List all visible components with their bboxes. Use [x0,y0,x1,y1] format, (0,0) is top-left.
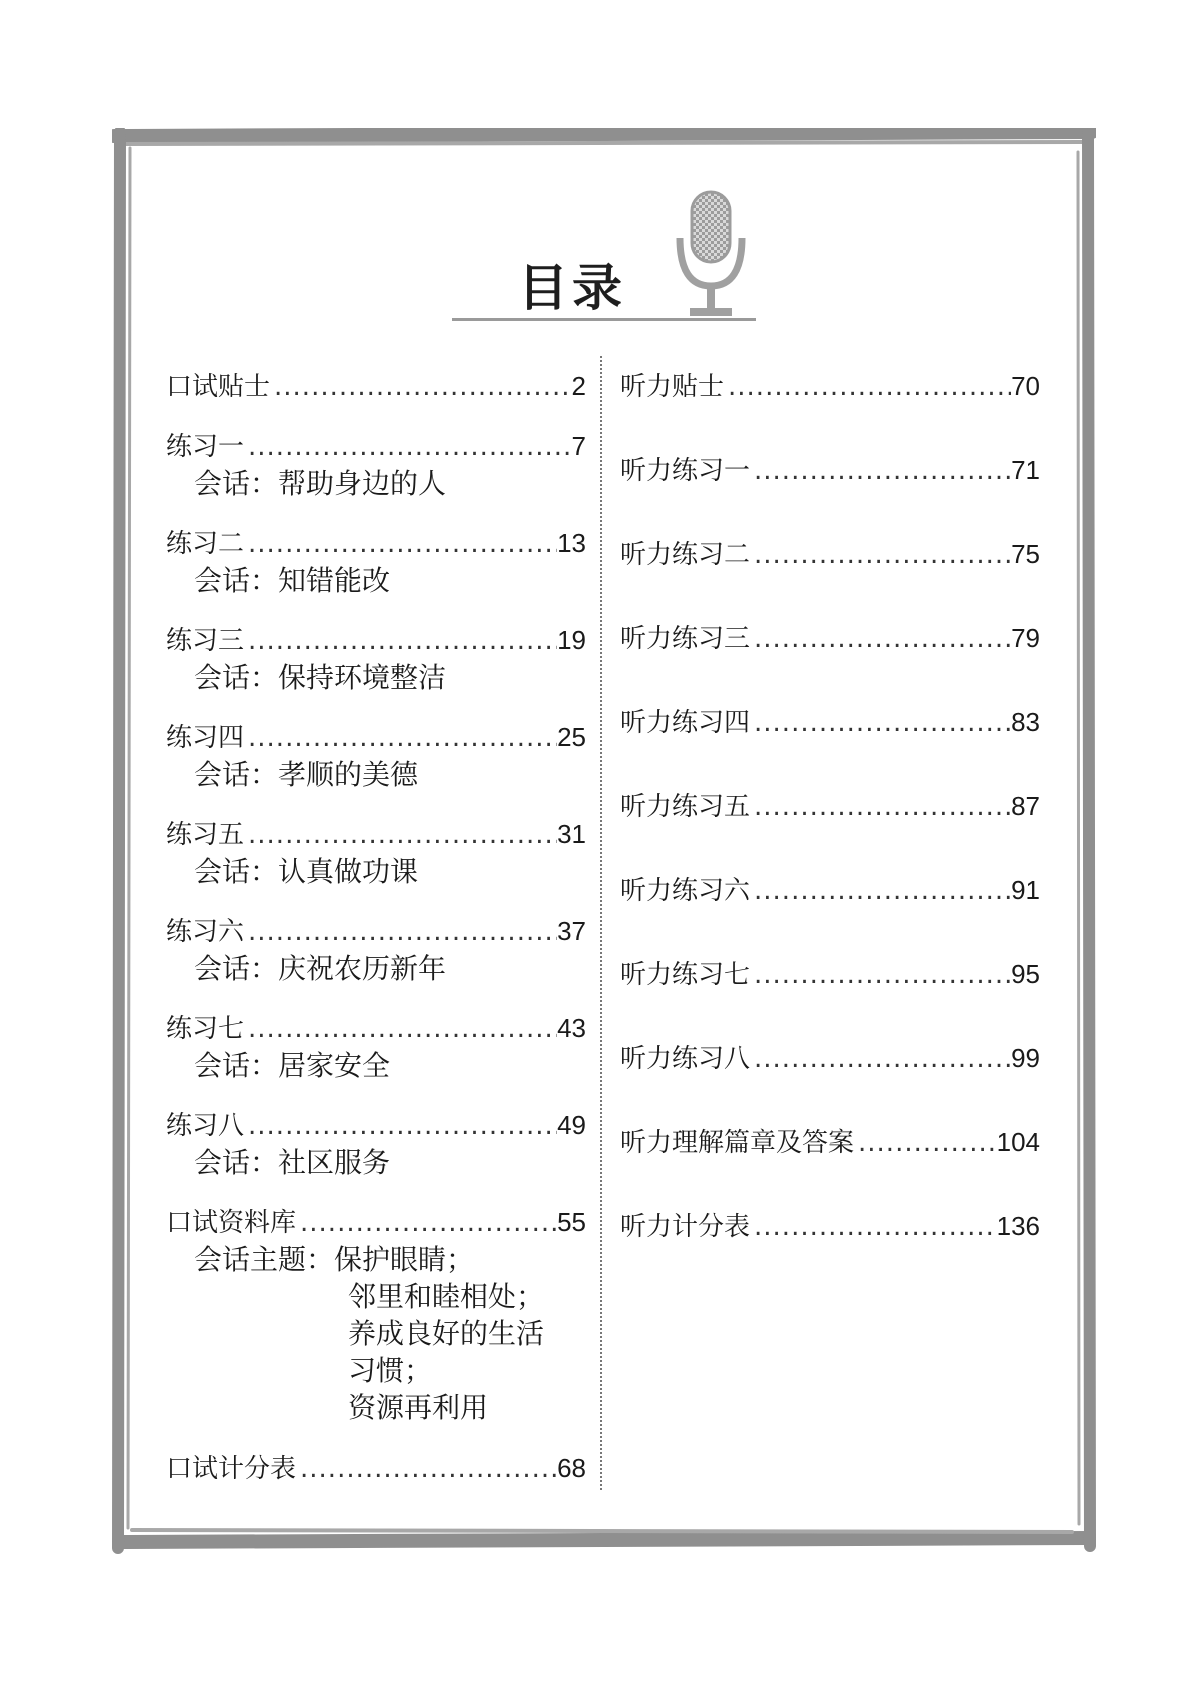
leader-dots [244,720,557,756]
toc-subtitle-line: 邻里和睦相处； [348,1280,545,1313]
toc-page-number: 136 [996,1211,1040,1241]
leader-dots [750,957,1011,993]
toc-entry-label: 练习七 [166,1014,245,1044]
toc-page-number: 19 [557,625,586,655]
toc-page-number: 91 [1011,875,1040,905]
toc-entry-label: 练习六 [166,917,245,947]
toc-page-number: 2 [571,371,586,401]
toc-entry-label: 听力理解篇章及答案 [620,1128,855,1158]
toc-entry-label: 练习八 [166,1111,245,1141]
leader-dots [244,526,557,562]
toc-subtitle: 会话：社区服务 [194,1146,391,1179]
toc-entry-label: 口试资料库 [166,1208,297,1238]
toc-page-number: 104 [996,1127,1040,1157]
column-divider [600,356,602,1490]
toc-entry-label: 听力练习四 [620,708,751,738]
leader-dots [244,1108,557,1144]
toc-entry-label: 练习三 [166,626,245,656]
toc-entry[interactable] [166,816,586,890]
toc-entry[interactable] [620,872,1040,909]
toc-subtitle: 会话：保持环境整洁 [194,661,447,694]
toc-entry[interactable] [620,536,1040,573]
leader-dots [244,914,557,950]
toc-page-number: 99 [1011,1043,1040,1073]
toc-page-number: 95 [1011,959,1040,989]
toc-entry-label: 听力练习一 [620,456,751,486]
toc-entry[interactable] [166,719,586,793]
toc-subtitle-line: 资源再利用 [348,1391,489,1424]
leader-dots [750,789,1011,825]
toc-page-number: 87 [1011,791,1040,821]
toc-entry[interactable] [620,704,1040,741]
toc-page-number: 70 [1011,371,1040,401]
toc-entry[interactable] [166,428,586,502]
toc-entry-label: 口试计分表 [166,1454,297,1484]
leader-dots [296,1451,557,1487]
leader-dots [270,369,572,405]
toc-subtitle: 会话主题：保护眼睛； [194,1243,475,1276]
toc-entry[interactable] [166,525,586,599]
leader-dots [750,1041,1011,1077]
toc-entry-label: 听力练习六 [620,876,751,906]
leader-dots [750,1209,997,1245]
toc-entry-label: 听力贴士 [620,372,725,402]
toc-page-number: 79 [1011,623,1040,653]
toc-entry-label: 听力练习八 [620,1044,751,1074]
toc-subtitle-line: 养成良好的生活 [348,1317,545,1350]
toc-page-number: 31 [557,819,586,849]
toc-page-number: 43 [557,1013,586,1043]
toc-subtitle-line: 习惯； [348,1354,433,1387]
toc-entry[interactable] [620,452,1040,489]
toc-entry-label: 练习四 [166,723,245,753]
toc-page-number: 71 [1011,455,1040,485]
toc-page-number: 37 [557,916,586,946]
toc-entry[interactable] [166,368,586,405]
toc-page-number: 25 [557,722,586,752]
toc-entry-label: 听力计分表 [620,1212,751,1242]
toc-entry-label: 练习一 [166,432,245,462]
toc-subtitle: 会话：认真做功课 [194,855,419,888]
toc-entry-label: 听力练习二 [620,540,751,570]
toc-subtitle: 会话：庆祝农历新年 [194,952,447,985]
leader-dots [750,705,1011,741]
toc-entry[interactable] [166,1010,586,1084]
toc-entry[interactable] [620,620,1040,657]
toc-subtitle: 会话：孝顺的美德 [194,758,419,791]
leader-dots [724,369,1011,405]
leader-dots [750,873,1011,909]
toc-subtitle: 会话：知错能改 [194,564,391,597]
toc-entry-label: 听力练习三 [620,624,751,654]
toc-entry[interactable] [620,1208,1040,1245]
leader-dots [244,817,557,853]
toc-entry-label: 听力练习七 [620,960,751,990]
toc-page-number: 75 [1011,539,1040,569]
leader-dots [750,537,1011,573]
toc-page-number: 68 [557,1453,586,1483]
toc-page-number: 49 [557,1110,586,1140]
leader-dots [750,453,1011,489]
leader-dots [244,623,557,659]
toc-subtitle: 会话：帮助身边的人 [194,467,447,500]
toc-entry[interactable] [166,1204,586,1426]
toc-entry[interactable] [620,1124,1040,1161]
microphone-icon [672,190,752,320]
toc-page-number: 83 [1011,707,1040,737]
toc-entry[interactable] [620,368,1040,405]
leader-dots [750,621,1011,657]
title-block [450,190,800,330]
leader-dots [854,1125,997,1161]
toc-entry[interactable] [620,956,1040,993]
toc-entry[interactable] [166,1450,586,1487]
leader-dots [296,1205,557,1241]
toc-entry-label: 练习五 [166,820,245,850]
toc-entry-label: 听力练习五 [620,792,751,822]
toc-page-number: 55 [557,1207,586,1237]
toc-entry[interactable] [620,1040,1040,1077]
toc-entry-label: 口试贴士 [166,372,271,402]
page-title: 目录 [518,259,626,317]
toc-entry[interactable] [620,788,1040,825]
toc-entry[interactable] [166,1107,586,1181]
toc-page-number: 13 [557,528,586,558]
toc-subtitle: 会话：居家安全 [194,1049,391,1082]
leader-dots [244,429,572,465]
toc-page-number: 7 [571,431,586,461]
toc-entry-label: 练习二 [166,529,245,559]
toc-entry[interactable] [166,913,586,987]
leader-dots [244,1011,557,1047]
toc-entry[interactable] [166,622,586,696]
